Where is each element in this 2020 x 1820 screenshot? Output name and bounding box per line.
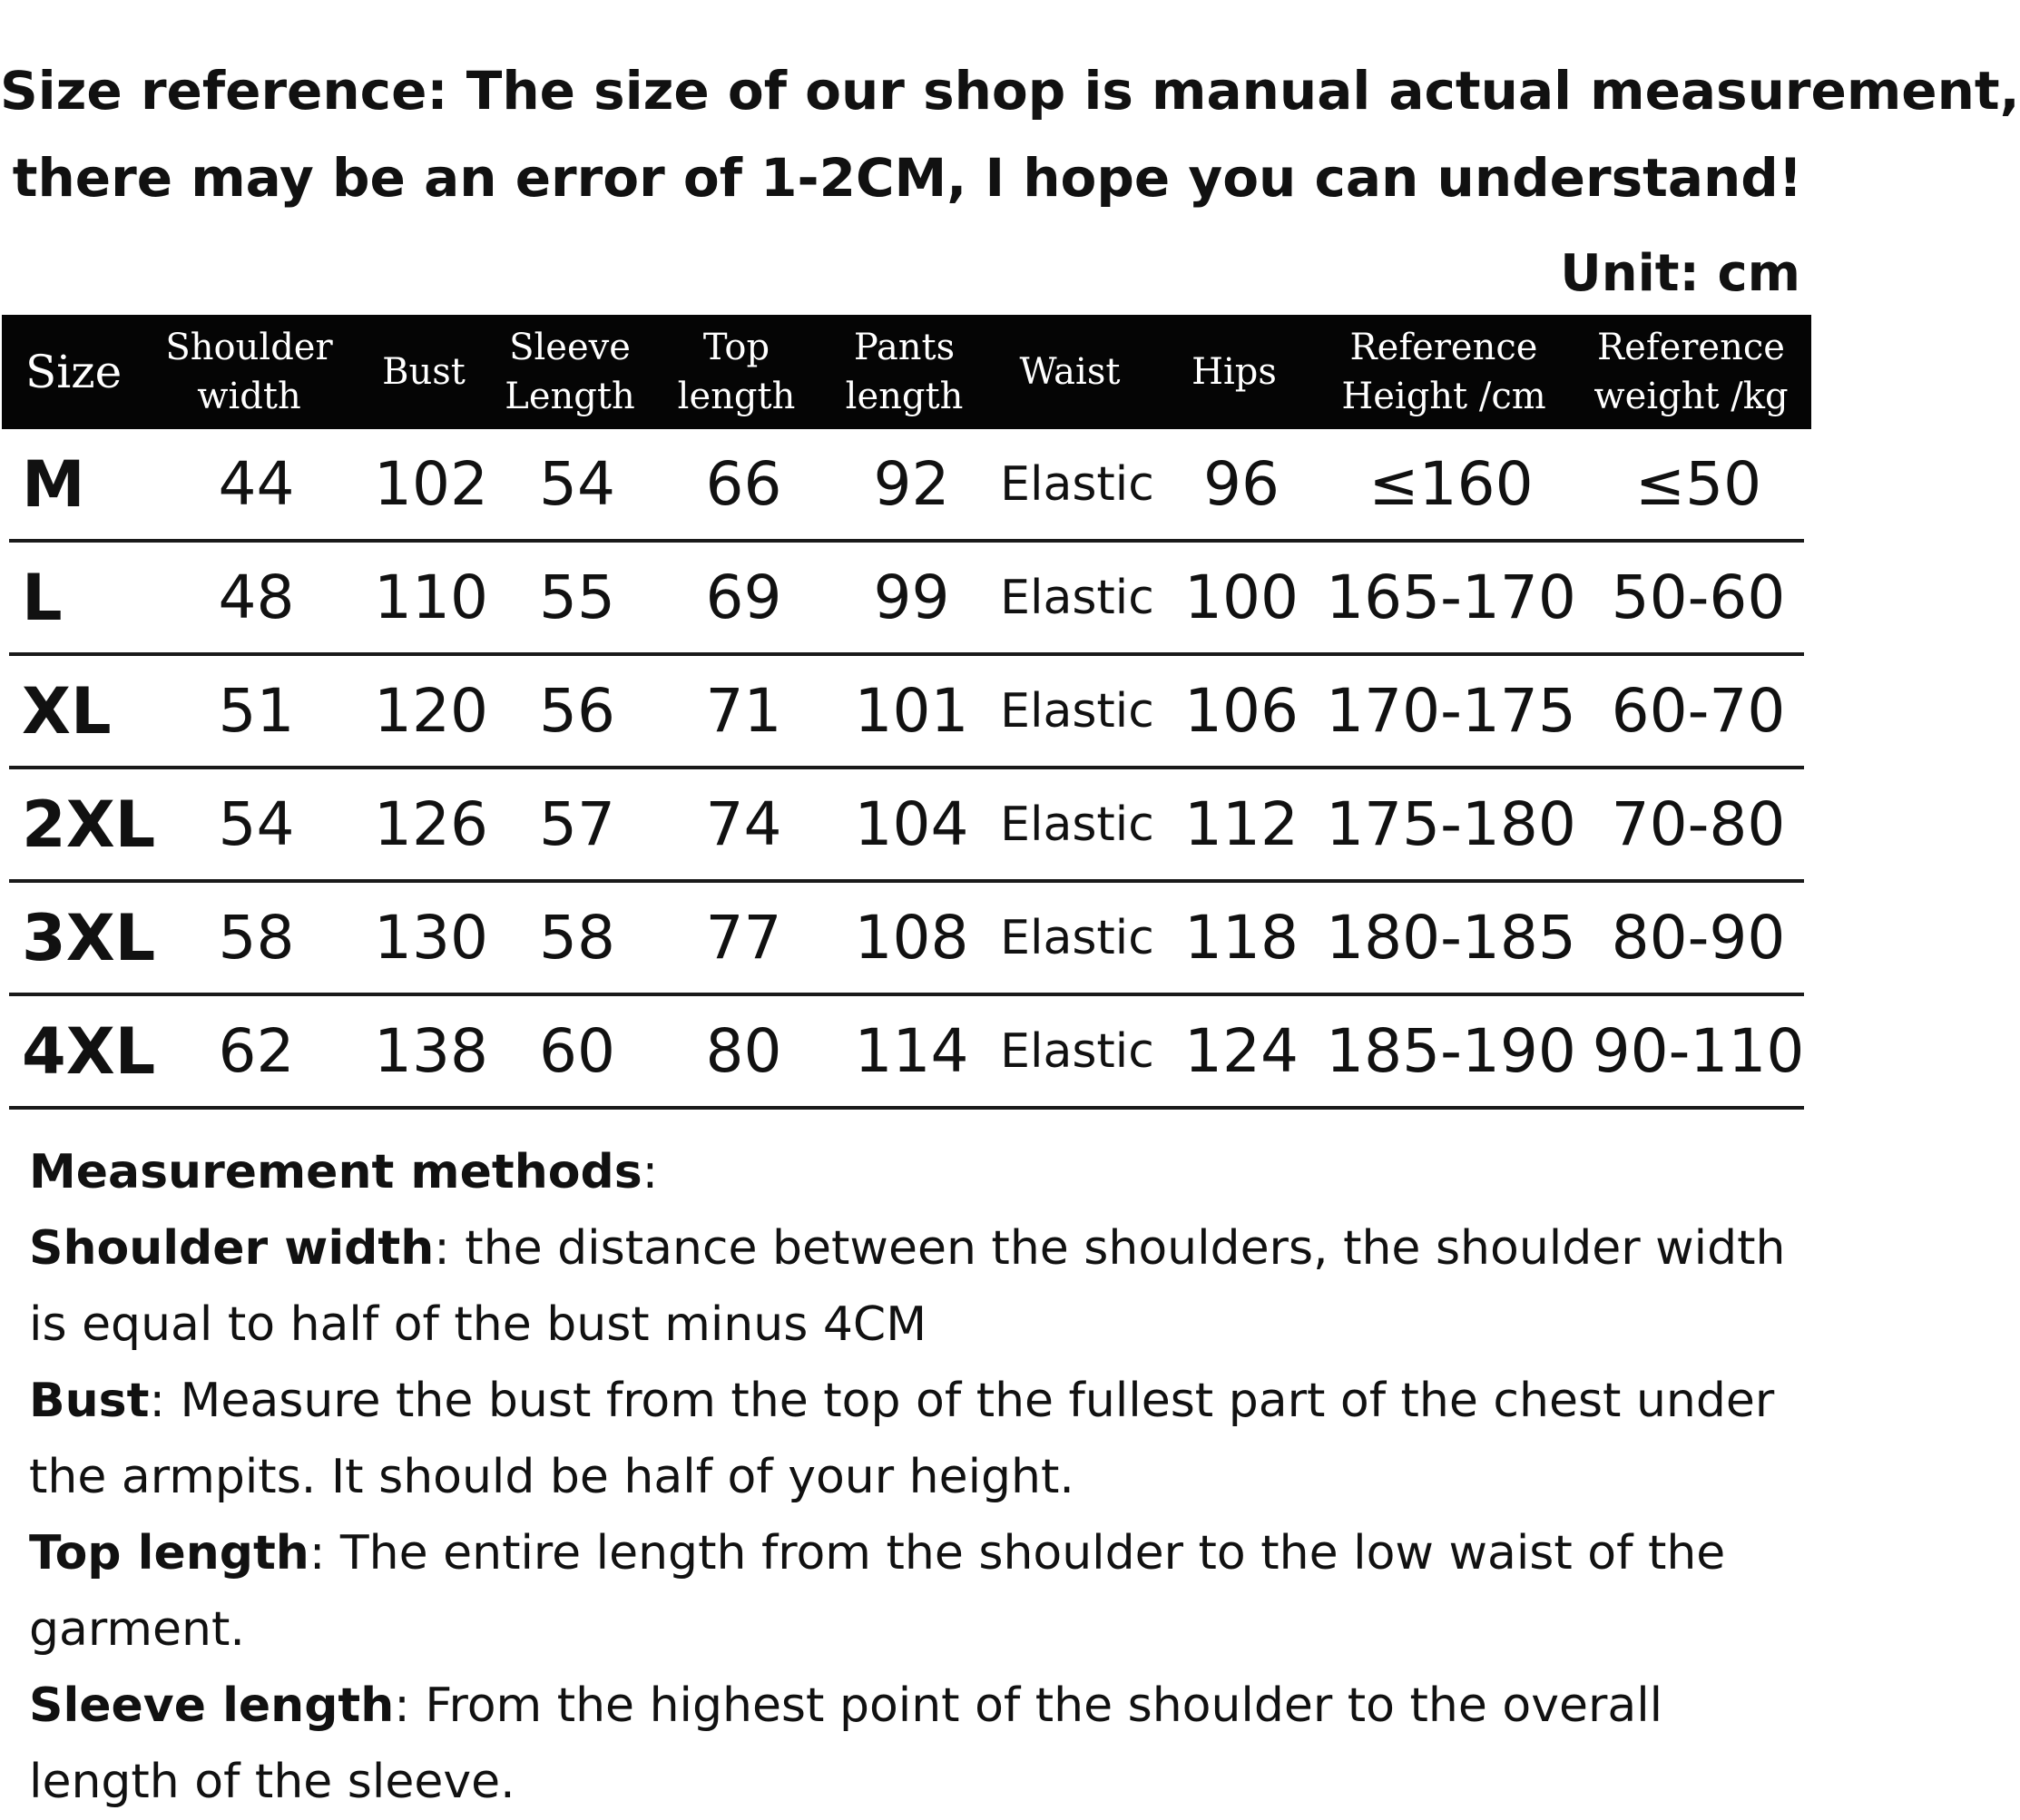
cell-sleeve-length: 60 [539,1016,615,1086]
cell-shoulder-width: 51 [218,676,295,746]
cell-top-length: 77 [705,903,782,973]
cell-waist: Elastic [1000,797,1154,852]
cell-size: M [22,446,85,522]
cell-size: 2XL [22,787,156,862]
table-row [9,429,1804,543]
cell-pants-length: 92 [873,449,950,519]
cell-pants-length: 108 [854,903,969,973]
cell-top-length: 66 [705,449,782,519]
cell-size: XL [22,673,112,749]
method-bust [29,1363,1808,1515]
cell-shoulder-width: 48 [218,563,295,632]
method-text: : From the highest point of the shoulder to the overall length of the sleeve. [29,1678,1663,1809]
method-term: Shoulder width [29,1221,435,1276]
size-chart-table [2,315,1811,1110]
cell-pants-length: 114 [854,1016,969,1086]
cell-reference-height: 175-180 [1326,789,1576,859]
cell-sleeve-length: 55 [539,563,615,632]
cell-shoulder-width: 44 [218,449,295,519]
header-reference-weight: Reference weight /kg [1593,327,1789,417]
cell-waist: Elastic [1000,910,1154,965]
method-top-length [29,1515,1808,1668]
header-hips: Hips [1191,351,1277,393]
method-sleeve-length [29,1668,1808,1820]
method-term: Top length [29,1526,309,1580]
cell-reference-weight: ≤50 [1634,449,1762,519]
cell-pants-length: 104 [854,789,969,859]
method-text: : the distance between the shoulders, the shoulder width is equal to half of the bust minus 4CM [29,1221,1786,1352]
cell-bust: 110 [374,563,488,632]
cell-size: 4XL [22,1013,156,1089]
cell-waist: Elastic [1000,1023,1154,1079]
size-notice [0,47,2020,221]
cell-waist: Elastic [1000,456,1154,512]
table-row [9,996,1804,1110]
method-text: : The entire length from the shoulder to the low waist of the garment. [29,1526,1726,1657]
cell-waist: Elastic [1000,570,1154,625]
table-row [9,656,1804,769]
notice-line-1: Size reference: The size of our shop is manual actual measurement, [0,60,2020,122]
table-body [2,429,1811,1110]
cell-reference-weight: 50-60 [1611,563,1786,632]
header-top-length: Top length [677,327,796,417]
cell-pants-length: 99 [873,563,950,632]
header-sleeve-length: Sleeve Length [505,327,635,417]
cell-sleeve-length: 57 [539,789,615,859]
cell-reference-weight: 70-80 [1611,789,1786,859]
table-row [9,883,1804,996]
header-reference-height: Reference Height /cm [1341,327,1546,417]
cell-reference-height: 185-190 [1326,1016,1576,1086]
measurement-methods [29,1134,1808,1820]
cell-top-length: 71 [705,676,782,746]
cell-bust: 138 [374,1016,488,1086]
header-size: Size [25,346,123,398]
cell-shoulder-width: 58 [218,903,295,973]
cell-reference-height: 180-185 [1326,903,1576,973]
cell-reference-weight: 60-70 [1611,676,1786,746]
cell-bust: 130 [374,903,488,973]
cell-shoulder-width: 62 [218,1016,295,1086]
cell-hips: 100 [1184,563,1299,632]
cell-shoulder-width: 54 [218,789,295,859]
cell-hips: 124 [1184,1016,1299,1086]
cell-pants-length: 101 [854,676,969,746]
methods-title: Measurement methods [29,1145,642,1199]
header-pants-length: Pants length [845,327,964,417]
cell-hips: 106 [1184,676,1299,746]
cell-bust: 120 [374,676,488,746]
method-term: Sleeve length [29,1678,395,1733]
header-bust: Bust [382,351,466,393]
cell-sleeve-length: 56 [539,676,615,746]
notice-line-2: there may be an error of 1-2CM, I hope you can understand! [12,147,1803,209]
header-waist: Waist [1019,351,1121,393]
cell-hips: 96 [1203,449,1280,519]
table-row [9,769,1804,883]
methods-title-colon: : [642,1145,659,1199]
cell-reference-height: 165-170 [1326,563,1576,632]
cell-top-length: 74 [705,789,782,859]
cell-bust: 126 [374,789,488,859]
cell-bust: 102 [374,449,488,519]
method-term: Bust [29,1374,150,1428]
cell-hips: 112 [1184,789,1299,859]
cell-reference-weight: 80-90 [1611,903,1786,973]
cell-top-length: 69 [705,563,782,632]
method-shoulder-width [29,1210,1808,1363]
table-row [9,543,1804,656]
cell-reference-height: ≤160 [1368,449,1534,519]
cell-sleeve-length: 58 [539,903,615,973]
cell-size: L [22,560,63,635]
cell-hips: 118 [1184,903,1299,973]
method-text: : Measure the bust from the top of the fullest part of the chest under the armpits. It should be half of your height. [29,1374,1775,1504]
cell-sleeve-length: 54 [539,449,615,519]
cell-reference-weight: 90-110 [1592,1016,1805,1086]
table-header-row [2,315,1811,429]
unit-label: Unit: cm [1560,244,1800,303]
header-shoulder-width: Shoulder width [165,327,333,417]
cell-top-length: 80 [705,1016,782,1086]
cell-waist: Elastic [1000,683,1154,739]
cell-reference-height: 170-175 [1326,676,1576,746]
methods-title-line [29,1134,1808,1210]
cell-size: 3XL [22,900,156,975]
